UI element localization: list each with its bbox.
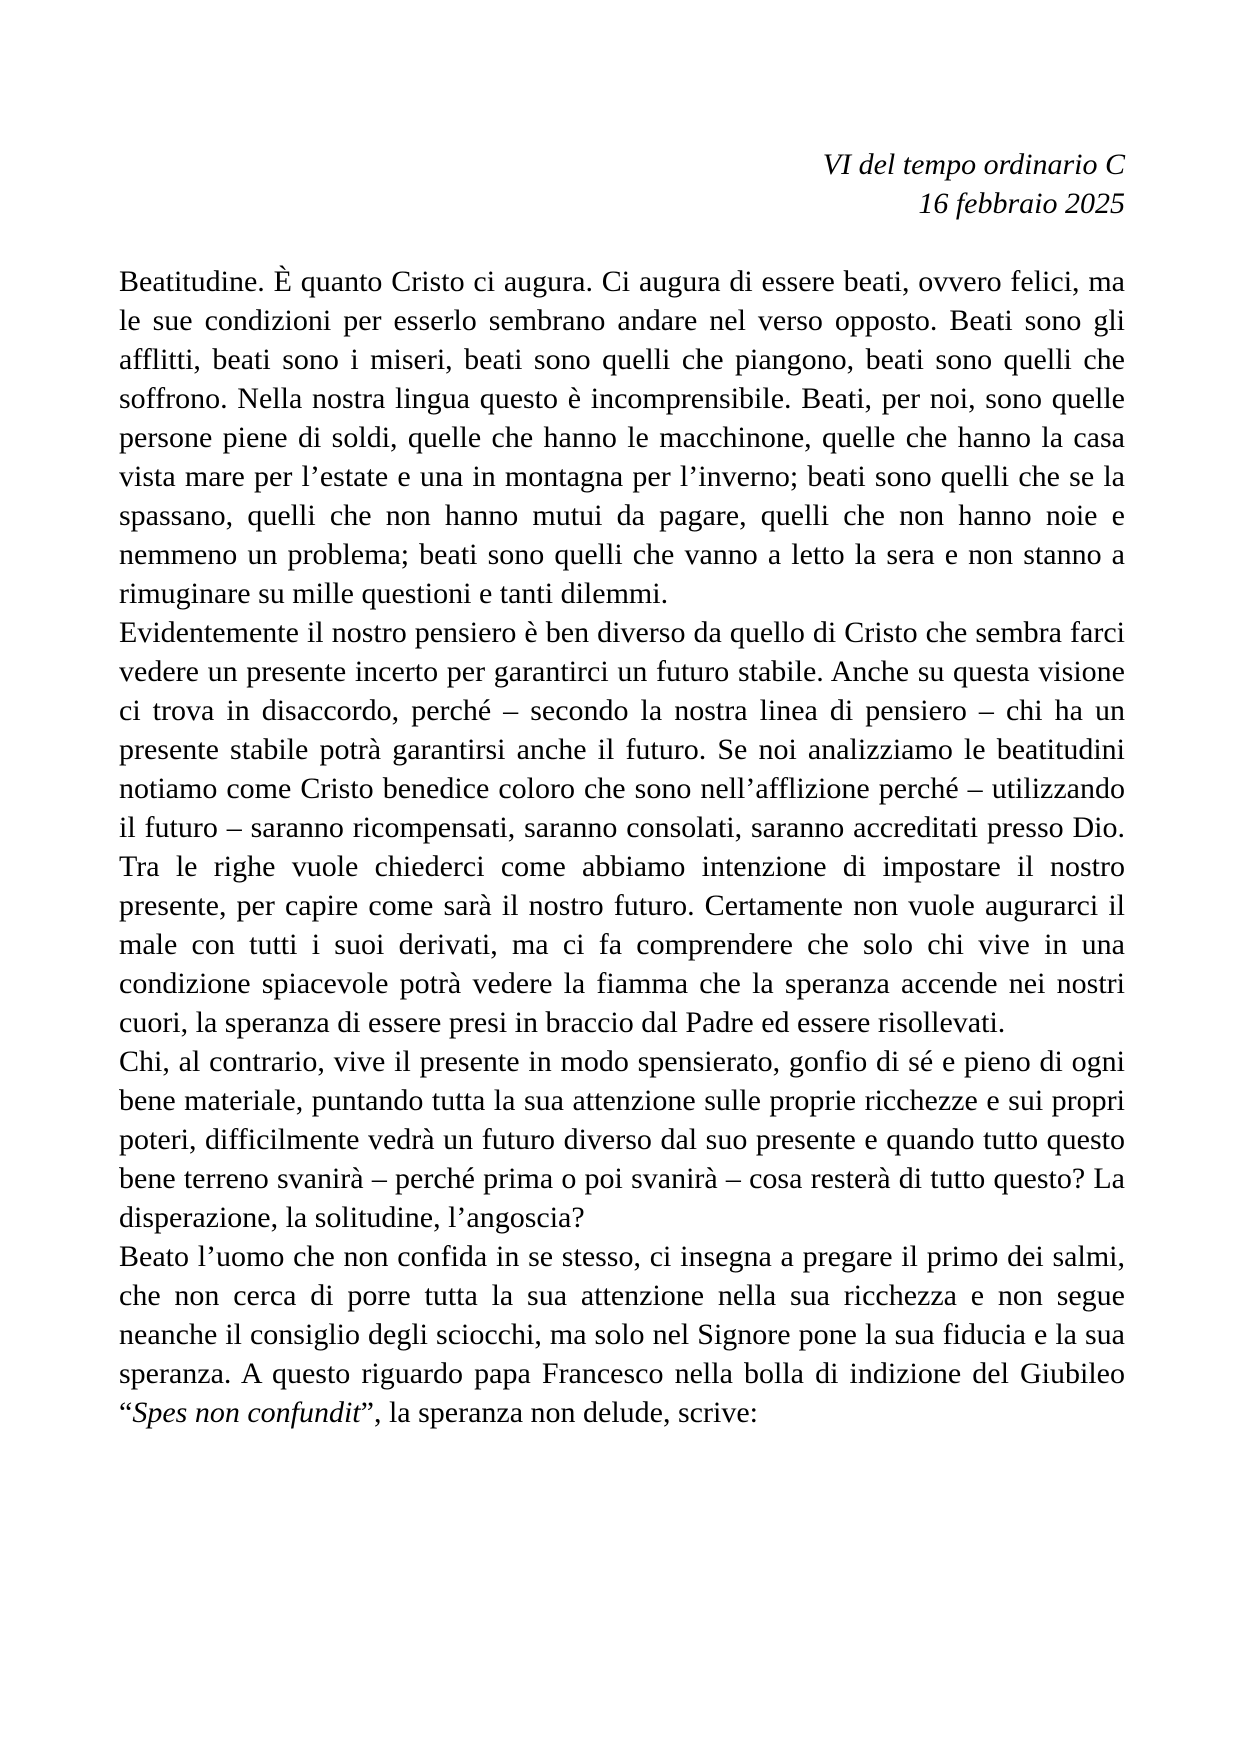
- paragraph: [119, 1042, 1125, 1237]
- paragraph: [119, 613, 1125, 1042]
- text-run: Beato l’uomo che non confida in se stesso, ci insegna a pregare il primo dei salmi, che non cerca di porre tutta la sua attenzione nella sua ricchezza e non segue neanche il consiglio degli sciocchi, ma solo nel Signore pone la sua fiducia e la sua speranza. A questo riguardo papa Francesco nella bolla di indizione del Giubileo “: [119, 1240, 1125, 1429]
- paragraph: [119, 262, 1125, 613]
- text-run: Chi, al contrario, vive il presente in modo spensierato, gonfio di sé e pieno di ogni bene materiale, puntando tutta la sua attenzione sulle proprie ricchezze e sui propri poteri, difficilmente vedrà un futuro diverso dal suo presente e quando tutto questo bene terreno svanirà – perché prima o poi svanirà – cosa resterà di tutto questo? La disperazione, la solitudine, l’angoscia?: [119, 1045, 1125, 1234]
- text-run: Beatitudine. È quanto Cristo ci augura. Ci augura di essere beati, ovvero felici, ma le sue condizioni per esserlo sembrano andare nel verso opposto. Beati sono gli afflitti, beati sono i miseri, beati sono quelli che piangono, beati sono quelli che soffrono. Nella nostra lingua questo è incomprensibile. Beati, per noi, sono quelle persone piene di soldi, quelle che hanno le macchinone, quelle che hanno la casa vista mare per l’estate e una in montagna per l’inverno; beati sono quelli che se la spassano, quelli che non hanno mutui da pagare, quelli che non hanno noie e nemmeno un problema; beati sono quelli che vanno a letto la sera e non stanno a rimuginare su mille questioni e tanti dilemmi.: [119, 265, 1125, 610]
- header-title: VI del tempo ordinario C: [822, 148, 1125, 181]
- document-header: [119, 145, 1125, 223]
- document-body: [119, 262, 1125, 1432]
- paragraph: [119, 1237, 1125, 1432]
- header-date: 16 febbraio 2025: [918, 187, 1125, 220]
- italic-text: Spes non confundit: [132, 1396, 361, 1429]
- text-run: Evidentemente il nostro pensiero è ben diverso da quello di Cristo che sembra farci vedere un presente incerto per garantirci un futuro stabile. Anche su questa visione ci trova in disaccordo, perché – secondo la nostra linea di pensiero – chi ha un presente stabile potrà garantirsi anche il futuro. Se noi analizziamo le beatitudini notiamo come Cristo benedice coloro che sono nell’afflizione perché – utilizzando il futuro – saranno ricompensati, saranno consolati, saranno accreditati presso Dio. Tra le righe vuole chiederci come abbiamo intenzione di impostare il nostro presente, per capire come sarà il nostro futuro. Certamente non vuole augurarci il male con tutti i suoi derivati, ma ci fa comprendere che solo chi vive in una condizione spiacevole potrà vedere la fiamma che la speranza accende nei nostri cuori, la speranza di essere presi in braccio dal Padre ed essere risollevati.: [119, 616, 1125, 1039]
- text-run: ”, la speranza non delude, scrive:: [360, 1396, 758, 1429]
